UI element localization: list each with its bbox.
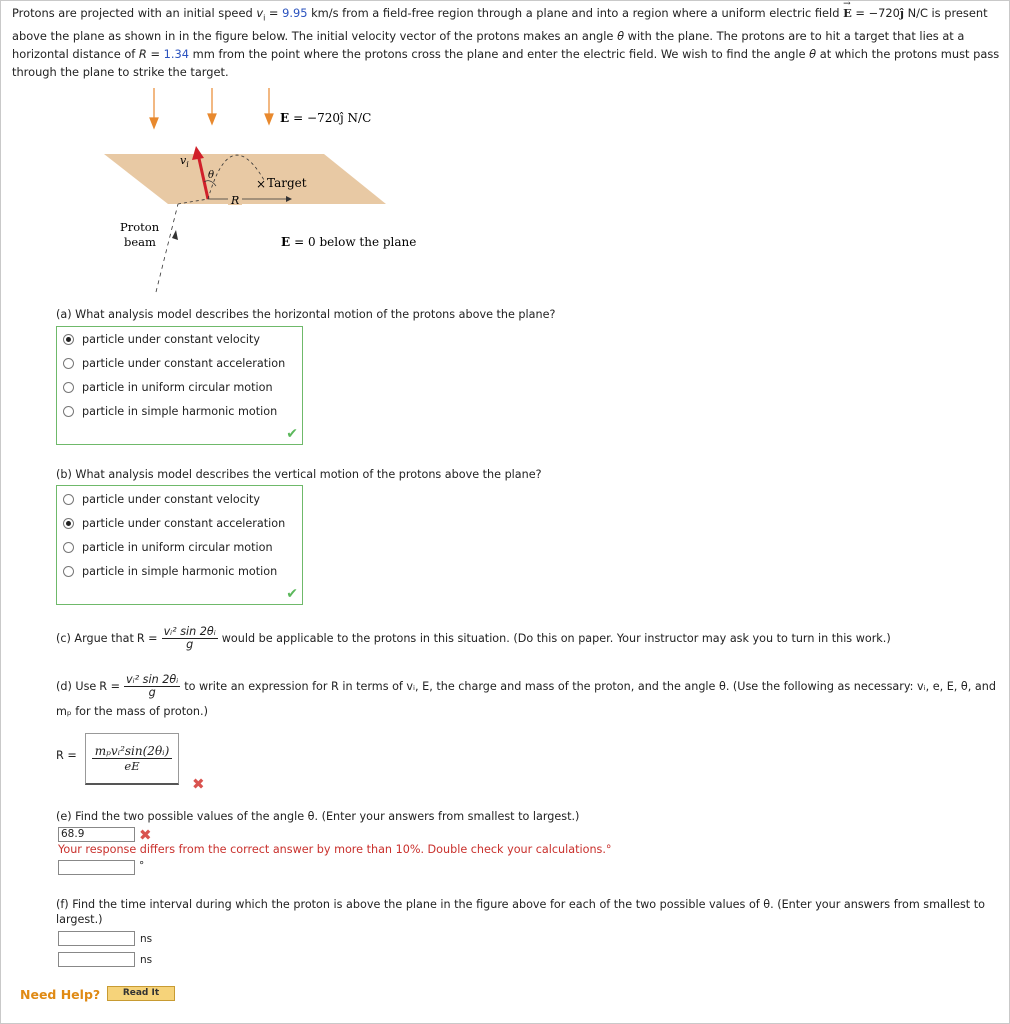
qd-numerator: vᵢ² sin 2θᵢ [126,673,179,686]
qd-r-eq: R = [99,680,121,693]
theta-label: θ [208,170,215,181]
option-label: particle under constant velocity [82,332,260,346]
intro-text: mm from the point where the protons cross the plane and enter the electric field. We wish to find the angle [189,47,810,62]
speed-value: 9.95 [282,6,308,20]
qd-answer-denominator: eE [124,759,140,773]
incorrect-x-icon: ✖ [139,826,152,844]
intro-text: = [146,47,164,62]
qc-r-eq: R = [136,632,158,645]
qd-line2: mₚ for the mass of proton.) [56,705,208,718]
unit-vector-j: ĵ [899,6,904,20]
radio-selected[interactable] [63,334,74,345]
qf-answer-1[interactable] [58,931,135,946]
intro-text: at which the protons must pass through the plane to strike the target. [12,47,1000,80]
vi-subscript: i [263,13,266,23]
beam-arrowhead [172,230,178,240]
question-b-prompt: (b) What analysis model describes the vertical motion of the protons above the plane? [56,468,542,481]
qa-option-2[interactable] [63,354,285,372]
need-help-label: Need Help? [20,987,101,1002]
correct-check-icon: ✔ [286,586,298,602]
vi-label: $v_i$ [180,154,189,169]
question-a-options [56,326,303,445]
intro-text: N/C is present above the plane as shown in in the figure below. The initial velocity vector of the protons makes an angle [12,6,988,44]
r-symbol: R [138,47,147,62]
qe-unit-2: ° [139,860,145,872]
option-label: particle under constant acceleration [82,516,286,530]
qd-denominator: g [148,686,156,699]
qe-answer-2[interactable] [58,860,135,875]
option-label: particle in uniform circular motion [82,380,273,394]
qc-denominator: g [186,638,194,651]
qa-option-1[interactable] [63,330,260,348]
plane-surface [104,154,386,204]
theta-symbol: θ [809,47,817,62]
question-d [56,674,996,699]
intro-text: = [265,6,283,20]
radio-selected[interactable] [63,518,74,529]
field-label: E = −720ĵ N/C [280,111,372,125]
qf-answer-2[interactable] [58,952,135,967]
intro-text: Protons are projected with an initial speed [12,6,257,20]
option-label: particle in uniform circular motion [82,540,273,554]
radio[interactable] [63,494,74,505]
problem-statement [12,4,1002,81]
question-b-options [56,485,303,605]
below-plane-label: E = 0 below the plane [281,235,417,249]
qd-fraction [124,674,180,699]
question-c [56,626,891,651]
physics-figure [100,82,430,302]
option-label: particle in simple harmonic motion [82,564,278,578]
qb-option-4[interactable] [63,562,277,580]
intro-text: = −720 [851,6,900,20]
intro-text: with the plane. The protons are to hit a target that lies at a horizontal distance of [12,29,965,62]
beam-path-below [156,204,178,292]
figure-svg [100,82,430,302]
theta-symbol: θ [617,29,625,44]
qe-answer-1[interactable]: 68.9 [58,827,135,842]
read-it-button[interactable]: Read It [107,986,175,1001]
qd-lead: (d) Use [56,680,97,693]
option-label: particle under constant velocity [82,492,260,506]
vi-symbol: v [256,6,264,20]
velocity-arrowhead [192,146,204,160]
qd-answer-box[interactable] [85,733,179,785]
field-symbol: → E [843,4,852,22]
qf-unit-1: ns [140,933,153,945]
qd-tail: to write an expression for R in terms of vᵢ, E, the charge and mass of the proton, and the angle θ. (Use the following as necessary: vᵢ, e, E, θ, and [184,680,996,693]
qa-option-3[interactable] [63,378,273,396]
question-e-prompt: (e) Find the two possible values of the angle θ. (Enter your answers from smallest to largest.) [56,810,580,823]
proton-label: Proton [120,220,160,234]
qd-answer-label: R = [56,749,77,762]
radio[interactable] [63,406,74,417]
target-mark: × [256,177,267,191]
qc-tail: would be applicable to the protons in this situation. (Do this on paper. Your instructor may ask you to turn in this work.) [221,632,891,645]
field-arrows [150,88,273,128]
qb-option-3[interactable] [63,538,273,556]
qb-option-1[interactable] [63,490,260,508]
qf-unit-2: ns [140,954,153,966]
beam-label: beam [124,235,156,249]
qc-numerator: vᵢ² sin 2θᵢ [163,625,216,638]
question-f-prompt-2: largest.) [56,913,103,926]
correct-check-icon: ✔ [286,426,298,442]
option-label: particle in simple harmonic motion [82,404,278,418]
qc-fraction [162,626,218,651]
option-label: particle under constant acceleration [82,356,286,370]
qa-option-4[interactable] [63,402,277,420]
qe-error-message: Your response differs from the correct answer by more than 10%. Double check your calculations.° [58,843,612,856]
radio[interactable] [63,566,74,577]
target-label: Target [267,176,307,190]
qd-answer-numerator: mₚvᵢ²sin(2θᵢ) [92,744,173,759]
r-label: R [231,194,240,207]
radio[interactable] [63,382,74,393]
qb-option-2[interactable] [63,514,285,532]
radio[interactable] [63,358,74,369]
intro-text: km/s from a field-free region through a plane and into a region where a uniform electric field [307,6,844,20]
question-a-prompt: (a) What analysis model describes the horizontal motion of the protons above the plane? [56,308,556,321]
qc-lead: (c) Argue that [56,632,134,645]
radio[interactable] [63,542,74,553]
incorrect-x-icon: ✖ [192,775,205,793]
distance-value: 1.34 [163,47,190,62]
question-f-prompt: (f) Find the time interval during which the proton is above the plane in the figure above for each of the two possible values of θ. (Enter your answers from smallest to [56,898,985,911]
